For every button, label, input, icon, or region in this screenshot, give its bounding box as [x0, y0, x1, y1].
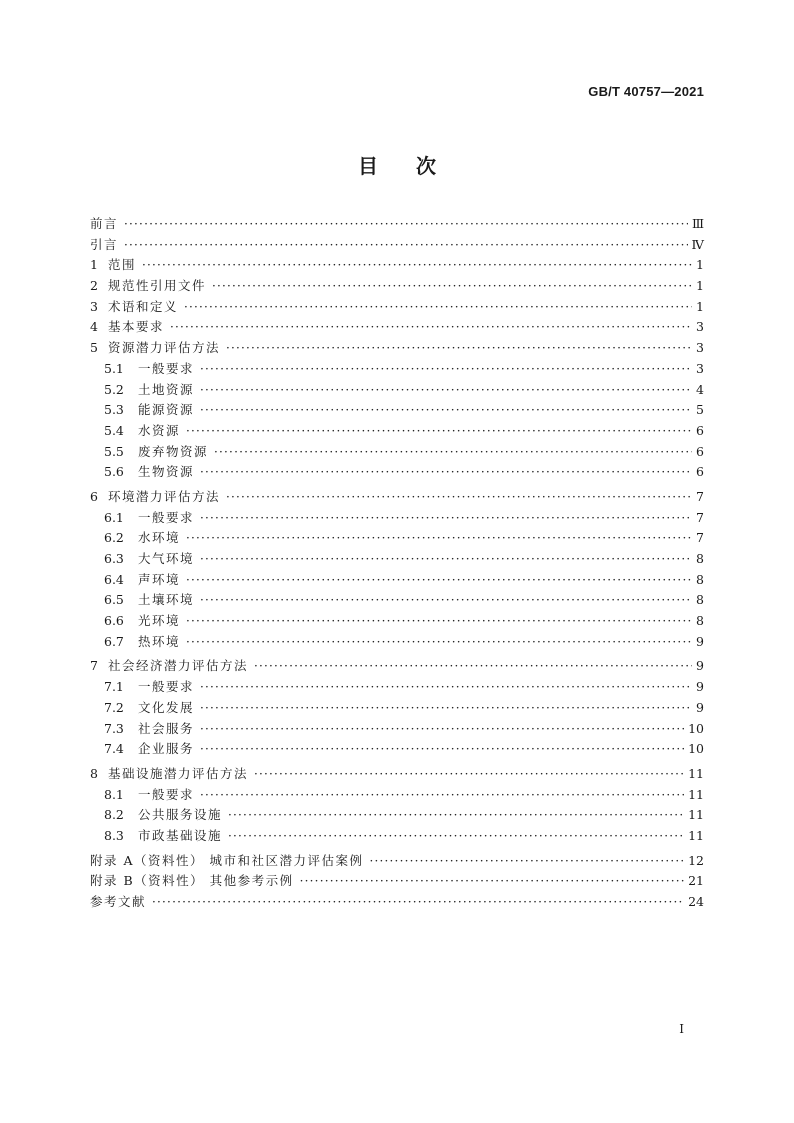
toc-section-entry[interactable]: [90, 297, 704, 318]
toc-subsection-entry[interactable]: [90, 632, 704, 653]
toc-entry-label: 土地资源: [138, 381, 195, 397]
toc-entry-number: 5.3: [104, 402, 124, 418]
toc-entry-page: 5: [696, 402, 704, 418]
toc-dot-leader: [200, 739, 684, 760]
toc-entry-number: 8.1: [104, 786, 124, 802]
toc-section-entry[interactable]: [90, 338, 704, 359]
toc-entry-number: 6.7: [104, 633, 124, 649]
toc-entry-number: 6.5: [104, 592, 124, 608]
toc-section-entry[interactable]: [90, 764, 704, 785]
toc-entry-page: 6: [696, 422, 704, 438]
toc-dot-leader: [124, 235, 687, 256]
toc-entry-number: 6.4: [104, 571, 124, 587]
toc-subsection-entry[interactable]: [90, 826, 704, 847]
toc-entry-page: 8: [696, 551, 704, 566]
toc-subsection-entry[interactable]: [90, 698, 704, 719]
toc-subsection-entry[interactable]: [90, 549, 704, 570]
toc-entry-label: 企业服务: [138, 741, 195, 757]
toc-entry-page: Ⅳ: [691, 236, 704, 252]
toc-entry-label: 废弃物资源: [138, 443, 209, 459]
toc-entry-page: 1: [696, 278, 704, 294]
toc-dot-leader: [186, 570, 692, 591]
toc-section-entry[interactable]: [90, 487, 704, 508]
toc-dot-leader: [212, 276, 692, 297]
toc-entry-label: 热环境: [138, 633, 181, 649]
toc-entry-page: 24: [688, 894, 704, 909]
toc-entry-label: 一般要求: [138, 679, 195, 695]
toc-section-entry[interactable]: [90, 892, 704, 913]
toc-dot-leader: [214, 442, 692, 463]
toc-dot-leader: [200, 508, 692, 529]
toc-dot-leader: [200, 719, 684, 740]
toc-dot-leader: [186, 632, 692, 653]
toc-entry-number: 7.4: [104, 741, 124, 757]
page-title: [0, 150, 794, 179]
title-char-2: 次: [416, 154, 436, 178]
toc-entry-label: 资源潜力评估方法: [107, 340, 220, 356]
toc-dot-leader: [200, 359, 692, 380]
toc-subsection-entry[interactable]: [90, 719, 704, 740]
toc-dot-leader: [300, 871, 684, 892]
toc-entry-page: 7: [696, 509, 704, 525]
toc-dot-leader: [254, 656, 692, 677]
toc-subsection-entry[interactable]: [90, 380, 704, 401]
toc-entry-label: 声环境: [138, 571, 181, 587]
toc-entry-page: 8: [696, 613, 704, 629]
table-of-contents: [90, 214, 704, 913]
toc-dot-leader: [228, 805, 684, 826]
toc-entry-page: 8: [696, 592, 704, 608]
toc-section-entry[interactable]: [90, 317, 704, 338]
toc-section-entry[interactable]: [90, 871, 704, 892]
toc-entry-label: 光环境: [138, 613, 181, 629]
toc-dot-leader: [200, 549, 692, 570]
toc-subsection-entry[interactable]: [90, 570, 704, 591]
toc-dot-leader: [226, 487, 692, 508]
toc-entry-number: 1: [90, 257, 98, 273]
toc-dot-leader: [228, 826, 684, 847]
toc-entry-label: 生物资源: [138, 464, 195, 480]
toc-entry-number: 5.4: [104, 422, 124, 438]
toc-entry-label: 术语和定义: [107, 298, 178, 314]
toc-section-entry[interactable]: [90, 235, 704, 256]
toc-entry-label: 市政基础设施: [138, 827, 223, 843]
toc-entry-page: 12: [688, 852, 704, 868]
toc-entry-page: 7: [696, 530, 704, 546]
toc-entry-page: 21: [688, 873, 704, 889]
toc-subsection-entry[interactable]: [90, 508, 704, 529]
toc-dot-leader: [124, 214, 688, 235]
toc-entry-number: 7.3: [104, 720, 124, 736]
toc-entry-page: 11: [688, 765, 704, 781]
toc-entry-number: 6.1: [104, 509, 124, 525]
toc-subsection-entry[interactable]: [90, 400, 704, 421]
toc-dot-leader: [186, 528, 692, 549]
toc-subsection-entry[interactable]: [90, 462, 704, 483]
toc-entry-page: 8: [696, 571, 704, 587]
toc-entry-label: 水资源: [138, 422, 181, 438]
toc-entry-label: 社会服务: [138, 720, 195, 736]
toc-entry-number: 5: [90, 340, 98, 356]
toc-subsection-entry[interactable]: [90, 805, 704, 826]
toc-entry-label: 基本要求: [107, 319, 164, 335]
toc-entry-label: 能源资源: [138, 402, 195, 418]
standard-code: GB/T 40757—2021: [588, 84, 704, 99]
toc-entry-page: 9: [696, 699, 704, 715]
toc-entry-number: 8: [90, 765, 98, 781]
toc-entry-page: 9: [696, 679, 704, 695]
toc-subsection-entry[interactable]: [90, 442, 704, 463]
toc-dot-leader: [254, 764, 684, 785]
toc-entry-page: 1: [696, 257, 704, 273]
toc-section-entry[interactable]: [90, 851, 704, 872]
toc-entry-page: 10: [688, 741, 704, 757]
toc-entry-label: 附录 A（资料性） 城市和社区潜力评估案例: [90, 852, 364, 868]
toc-entry-page: 9: [696, 658, 704, 674]
toc-entry-number: 4: [90, 319, 98, 335]
toc-entry-number: 7.2: [104, 699, 124, 715]
toc-entry-label: 社会经济潜力评估方法: [107, 658, 248, 674]
toc-subsection-entry[interactable]: [90, 359, 704, 380]
toc-entry-label: 土壤环境: [138, 592, 195, 608]
toc-dot-leader: [170, 317, 692, 338]
toc-entry-label: 范围: [107, 257, 136, 273]
toc-entry-label: 公共服务设施: [138, 807, 223, 823]
toc-entry-label: 参考文献: [90, 894, 147, 909]
toc-entry-page: Ⅲ: [691, 216, 704, 231]
toc-entry-number: 5.1: [104, 360, 124, 376]
toc-dot-leader: [186, 611, 692, 632]
toc-entry-label: 一般要求: [138, 360, 195, 376]
toc-subsection-entry[interactable]: [90, 739, 704, 760]
toc-entry-page: 11: [688, 827, 704, 843]
toc-dot-leader: [184, 297, 692, 318]
toc-entry-number: 6: [90, 488, 98, 504]
title-char-1: 目: [358, 154, 378, 178]
toc-entry-label: 环境潜力评估方法: [107, 488, 220, 504]
toc-entry-label: 水环境: [138, 530, 181, 546]
toc-dot-leader: [369, 851, 684, 872]
toc-entry-label: 一般要求: [138, 509, 195, 525]
toc-entry-label: 文化发展: [138, 699, 195, 715]
toc-entry-label: 规范性引用文件: [107, 278, 206, 294]
page-number: I: [679, 1022, 684, 1036]
toc-subsection-entry[interactable]: [90, 590, 704, 611]
toc-dot-leader: [200, 698, 692, 719]
toc-entry-number: 6.3: [104, 551, 124, 566]
toc-entry-number: 5.5: [104, 443, 124, 459]
toc-dot-leader: [200, 677, 692, 698]
toc-entry-number: 6.6: [104, 613, 124, 629]
toc-entry-page: 11: [688, 807, 704, 823]
toc-subsection-entry[interactable]: [90, 421, 704, 442]
toc-subsection-entry[interactable]: [90, 611, 704, 632]
toc-dot-leader: [200, 590, 692, 611]
toc-section-entry[interactable]: [90, 276, 704, 297]
toc-dot-leader: [186, 421, 692, 442]
toc-entry-page: 11: [688, 786, 704, 802]
toc-dot-leader: [226, 338, 692, 359]
toc-entry-number: 5.2: [104, 381, 124, 397]
toc-entry-page: 4: [696, 381, 704, 397]
toc-entry-number: 2: [90, 278, 98, 294]
toc-entry-number: 3: [90, 298, 98, 314]
toc-entry-number: 7: [90, 658, 98, 674]
toc-entry-number: 5.6: [104, 464, 124, 480]
toc-entry-label: 基础设施潜力评估方法: [107, 765, 248, 781]
toc-entry-page: 3: [696, 360, 704, 376]
toc-entry-label: 附录 B（资料性） 其他参考示例: [90, 873, 294, 889]
toc-entry-page: 6: [696, 464, 704, 480]
toc-entry-page: 10: [688, 720, 704, 736]
toc-entry-page: 9: [696, 633, 704, 649]
toc-subsection-entry[interactable]: [90, 785, 704, 806]
toc-entry-page: 3: [696, 340, 704, 356]
toc-entry-number: 7.1: [104, 679, 124, 695]
toc-dot-leader: [152, 892, 684, 913]
toc-dot-leader: [200, 462, 692, 483]
toc-entry-page: 6: [696, 443, 704, 459]
toc-dot-leader: [200, 400, 692, 421]
toc-entry-page: 7: [696, 488, 704, 504]
toc-entry-number: 8.2: [104, 807, 124, 823]
toc-entry-number: 8.3: [104, 827, 124, 843]
toc-entry-label: 一般要求: [138, 786, 195, 802]
toc-entry-number: 6.2: [104, 530, 124, 546]
toc-entry-label: 引言: [90, 236, 119, 252]
toc-section-entry[interactable]: [90, 255, 704, 276]
toc-entry-label: 前言: [90, 216, 119, 231]
toc-subsection-entry[interactable]: [90, 528, 704, 549]
toc-dot-leader: [200, 785, 684, 806]
toc-section-entry[interactable]: [90, 656, 704, 677]
toc-section-entry[interactable]: [90, 214, 704, 235]
toc-dot-leader: [200, 380, 692, 401]
toc-entry-page: 3: [696, 319, 704, 335]
toc-entry-label: 大气环境: [138, 551, 195, 566]
toc-subsection-entry[interactable]: [90, 677, 704, 698]
toc-dot-leader: [142, 255, 692, 276]
toc-entry-page: 1: [696, 298, 704, 314]
